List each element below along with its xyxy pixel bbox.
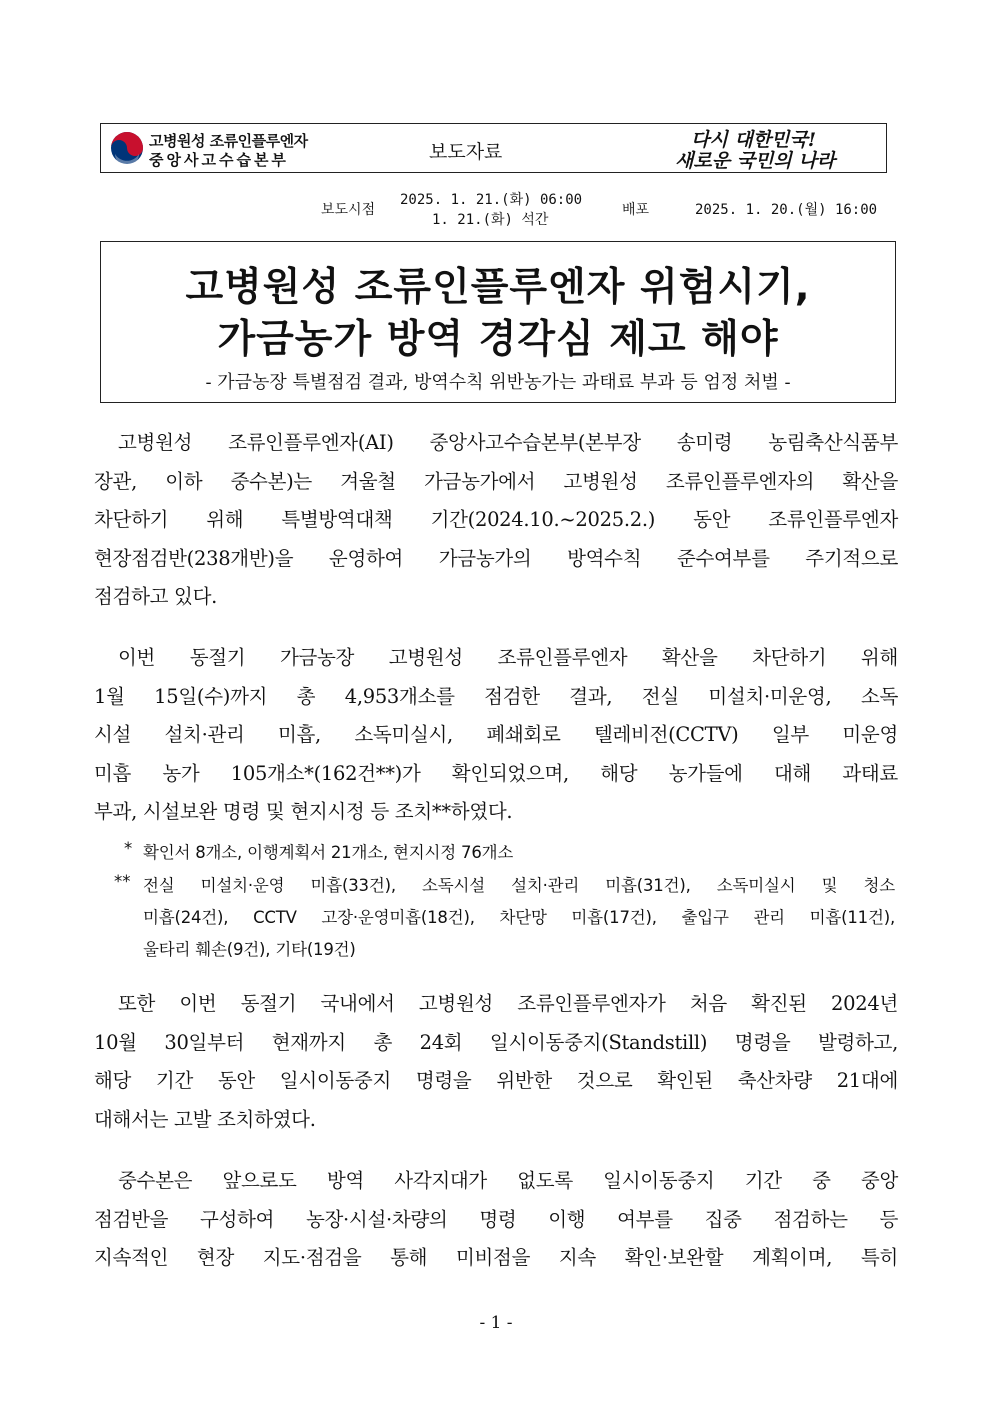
paragraph-line: 10월 30일부터 현재까지 총 24회 일시이동중지(Standstill) 명령을 발령하고, (94, 1030, 898, 1054)
embargo-value-2: 1. 21.(화) 석간 (432, 212, 549, 228)
paragraph-line: 차단하기 위해 특별방역대책 기간(2024.10.~2025.2.) 동안 조류인플루엔자 (94, 508, 898, 532)
paragraph-line: 또한 이번 동절기 국내에서 고병원성 조류인플루엔자가 처음 확진된 2024년 (118, 992, 898, 1015)
headline-line1: 고병원성 조류인플루엔자 위험시기, (185, 265, 811, 310)
org-name-line2: 중앙사고수습본부 (149, 151, 289, 169)
distribution-value: 2025. 1. 20.(월) 16:00 (695, 202, 878, 218)
footnote-2-line2: 미흡(24건), CCTV 고장·운영미흡(18건), 차단망 미흡(17건), 출입구 관리 미흡(11건), (143, 908, 895, 927)
paragraph-line: 미흡 농가 105개소*(162건**)가 확인되었으며, 해당 농가들에 대해 과태료 (94, 761, 898, 785)
paragraph-line: 장관, 이하 중수본)는 겨울철 가금농가에서 고병원성 조류인플루엔자의 확산을 (94, 469, 898, 493)
paragraph-line: 점검반을 구성하여 농장·시설·차량의 명령 이행 여부를 집중 점검하는 등 (94, 1207, 898, 1231)
headline-line2: 가금농가 방역 경각심 제고 해야 (217, 317, 779, 362)
slogan-line2: 새로운 국민의 나라 (675, 150, 836, 171)
paragraph-3 (94, 985, 898, 1139)
embargo-label: 보도시점 (321, 202, 376, 218)
org-name-line1: 고병원성 조류인플루엔자 (149, 132, 308, 150)
paragraph-line: 이번 동절기 가금농장 고병원성 조류인플루엔자 확산을 차단하기 위해 (118, 646, 898, 669)
paragraph-line: 지속적인 현장 지도·점검을 통해 미비점을 지속 확인·보완할 계획이며, 특히 (94, 1246, 898, 1270)
paragraph-2 (94, 639, 898, 832)
paragraph-line: 해당 기간 동안 일시이동중지 명령을 위반한 것으로 확인된 축산차량 21대에 (94, 1069, 898, 1093)
footnote-2-line1: 전실 미설치·운영 미흡(33건), 소독시설 설치·관리 미흡(31건), 소독미실시 및 청소 (143, 876, 895, 895)
paragraph-line: 시설 설치·관리 미흡, 소독미실시, 폐쇄회로 텔레비전(CCTV) 일부 미운영 (94, 723, 898, 747)
paragraph-4 (94, 1162, 898, 1278)
page-number: - 1 - (479, 1313, 513, 1333)
embargo-value-1: 2025. 1. 21.(화) 06:00 (400, 192, 583, 208)
paragraph-line: 고병원성 조류인플루엔자(AI) 중앙사고수습본부(본부장 송미령 농림축산식품부 (118, 431, 898, 454)
headline-box (100, 241, 896, 403)
footnote-mark-2: ** (114, 872, 131, 891)
distribution-label: 배포 (622, 202, 650, 218)
footnote-1: 확인서 8개소, 이행계획서 21개소, 현지시정 76개소 (143, 843, 514, 862)
paragraph-line: 대해서는 고발 조치하였다. (94, 1107, 316, 1131)
paragraph-line: 중수본은 앞으로도 방역 사각지대가 없도록 일시이동중지 기간 중 중앙 (118, 1169, 898, 1192)
paragraph-line: 1월 15일(수)까지 총 4,953개소를 점검한 결과, 전실 미설치·미운영, 소독 (94, 684, 898, 708)
government-taegeuk-logo-icon (109, 130, 145, 166)
footnote-2-line3: 울타리 훼손(9건), 기타(19건) (143, 940, 356, 959)
paragraph-line: 점검하고 있다. (94, 585, 218, 609)
subheadline: - 가금농장 특별점검 결과, 방역수칙 위반농가는 과태료 부과 등 엄정 처벌 - (205, 372, 791, 393)
paragraph-line: 부과, 시설보완 명령 및 현지시정 등 조치**하였다. (94, 800, 513, 824)
press-header (100, 123, 887, 173)
handwritten-slogan (671, 127, 861, 171)
slogan-line1: 다시 대한민국! (691, 129, 817, 151)
paragraph-line: 현장점검반(238개반)을 운영하여 가금농가의 방역수칙 준수여부를 주기적으로 (94, 546, 898, 570)
paragraph-1 (94, 424, 898, 617)
footnote-mark-1: * (124, 839, 133, 858)
document-type-label: 보도자료 (429, 141, 503, 163)
